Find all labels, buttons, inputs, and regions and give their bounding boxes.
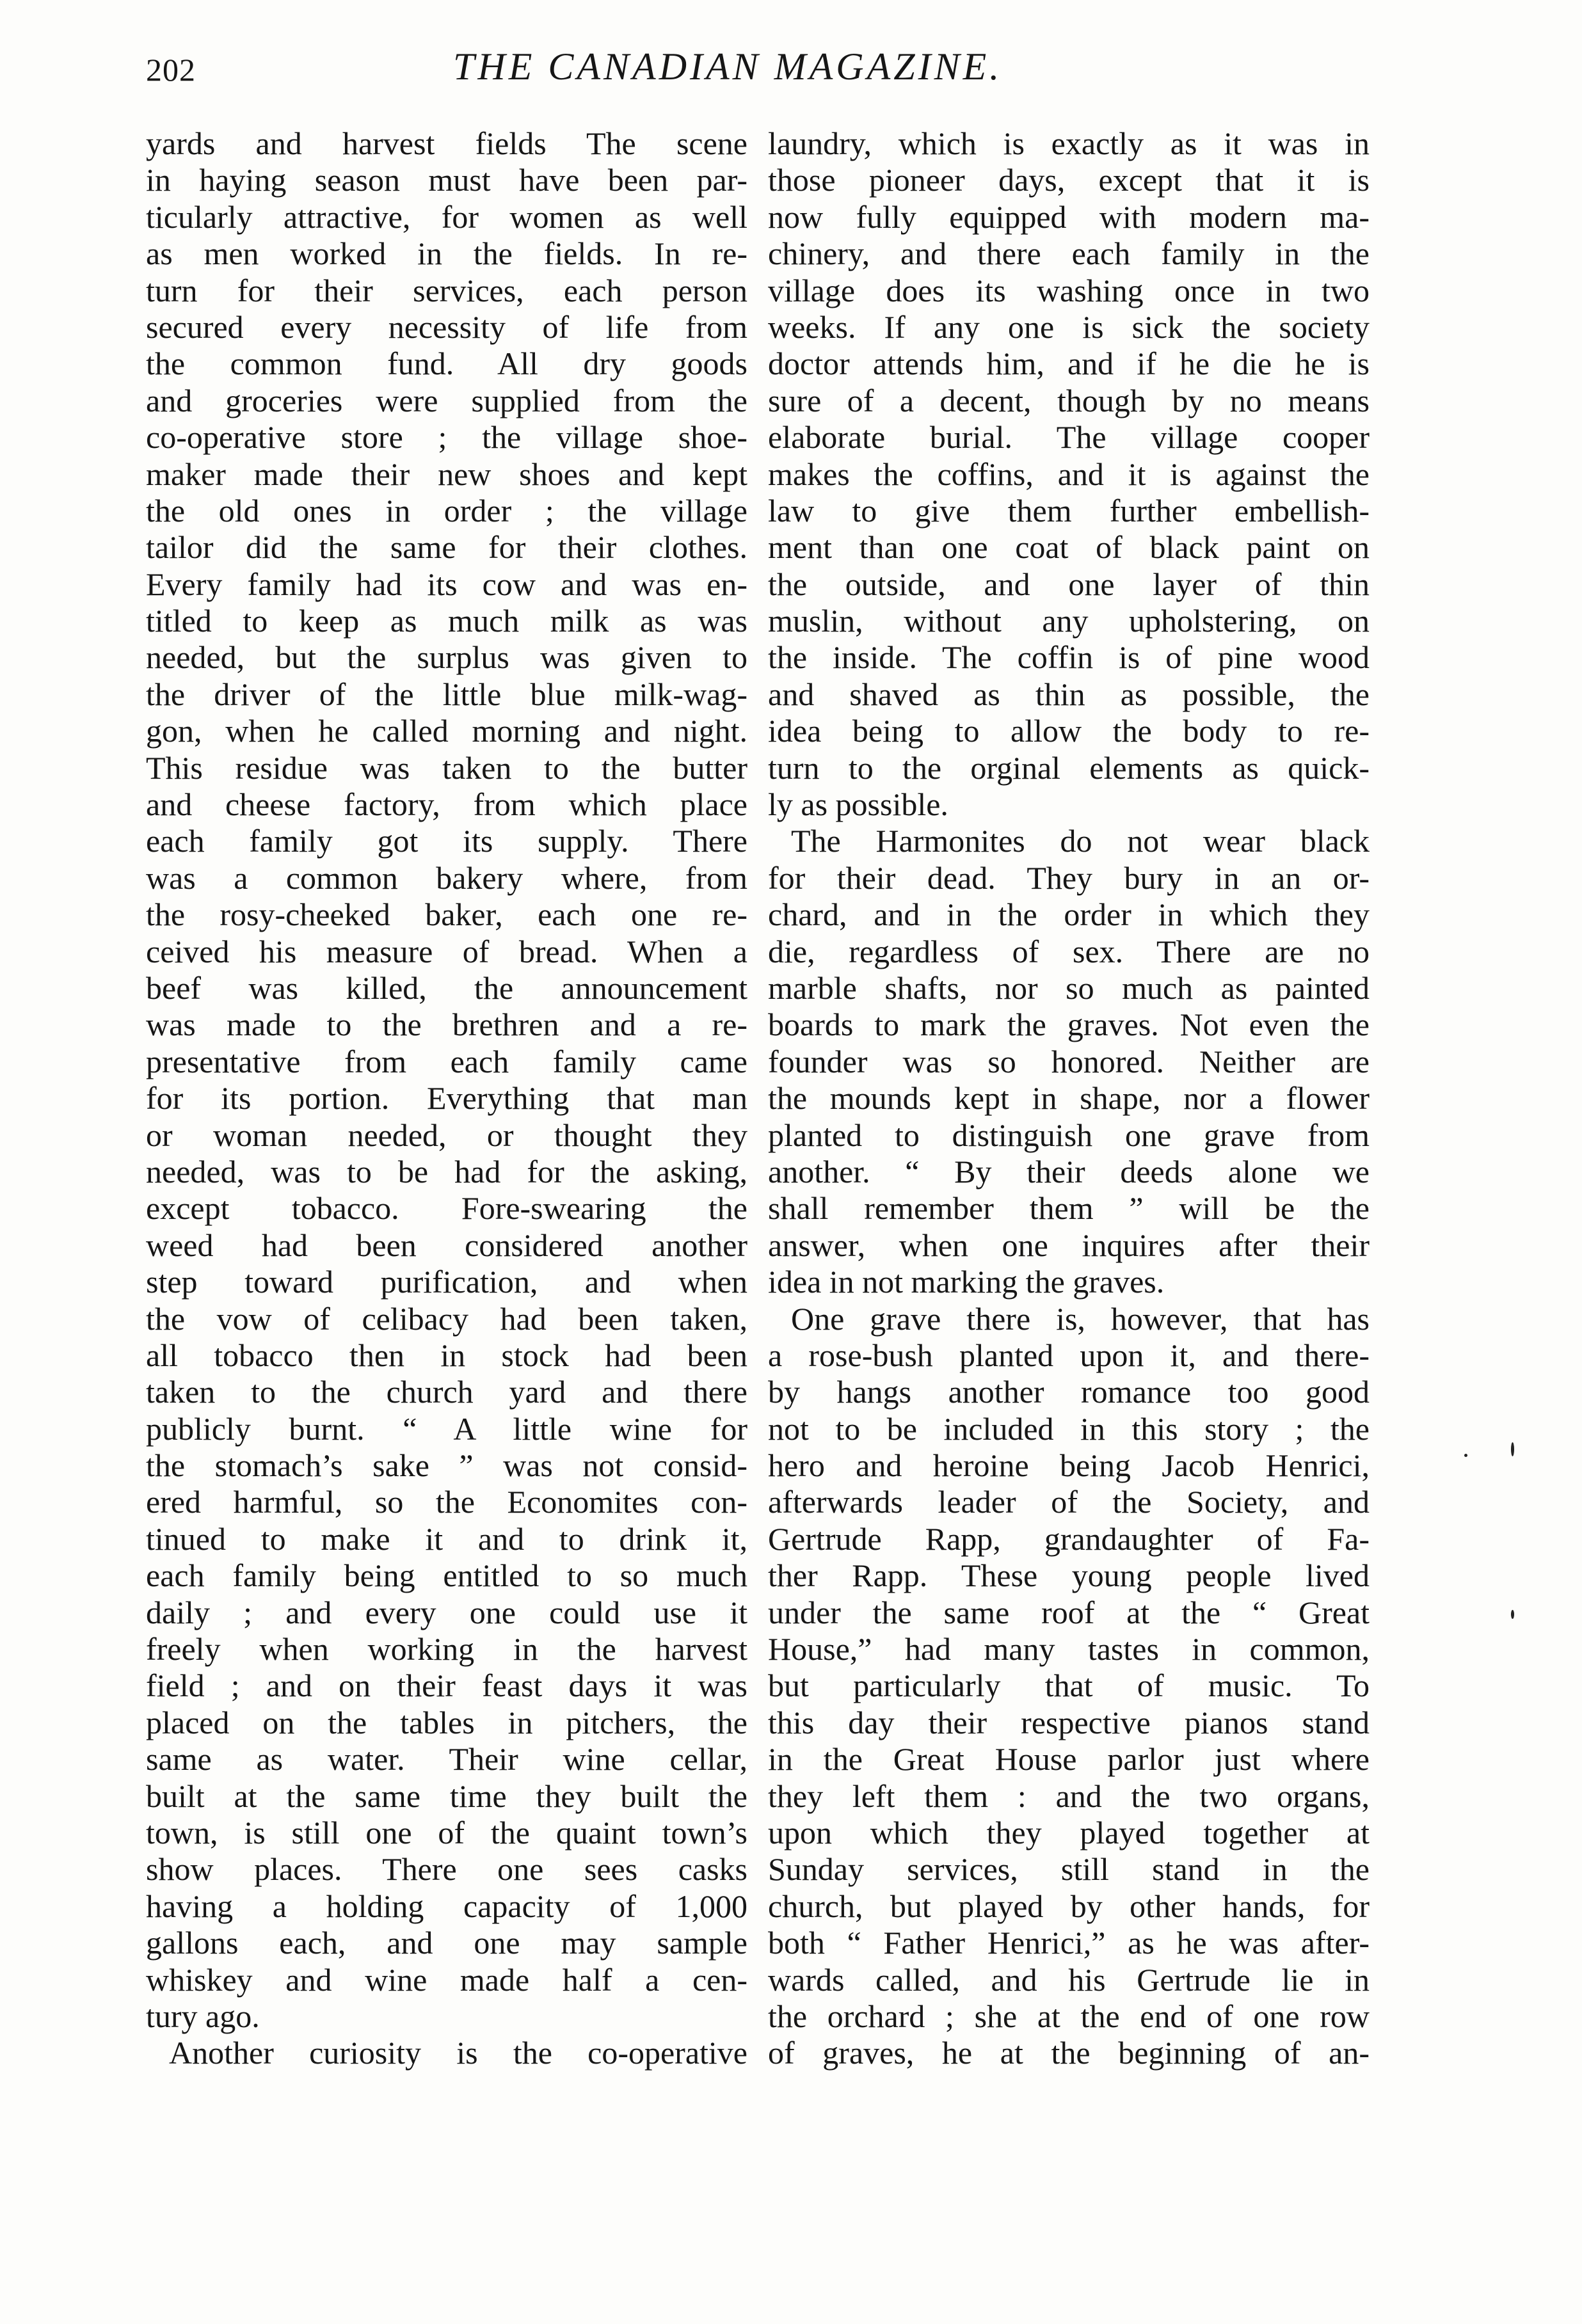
text-line: weed had been considered another	[146, 1227, 747, 1263]
text-line-paragraph-start: Another curiosity is the co-operative	[169, 2035, 747, 2071]
text-line: afterwards leader of the Society, and	[768, 1484, 1370, 1520]
text-line: the rosy-cheeked baker, each one re-	[146, 896, 747, 933]
text-line: church, but played by other hands, for	[768, 1888, 1370, 1924]
text-line: answer, when one inquires after their	[768, 1227, 1370, 1263]
scan-speck	[1511, 1610, 1514, 1619]
text-line: presentative from each family came	[146, 1043, 747, 1079]
text-line: freely when working in the harvest	[146, 1631, 747, 1667]
text-line: the stomach’s sake ” was not consid-	[146, 1447, 747, 1484]
text-line: and groceries were supplied from the	[146, 382, 747, 418]
scan-speck	[1464, 1454, 1467, 1457]
text-line: town, is still one of the quaint town’s	[146, 1814, 747, 1850]
text-line: gallons each, and one may sample	[146, 1925, 747, 1961]
text-line: yards and harvest fields The scene	[146, 125, 747, 161]
text-line: all tobacco then in stock had been	[146, 1337, 747, 1373]
text-line: the old ones in order ; the village	[146, 492, 747, 529]
text-line: but particularly that of music. To	[768, 1667, 1370, 1704]
text-line: tinued to make it and to drink it,	[146, 1520, 747, 1557]
text-line: was a common bakery where, from	[146, 859, 747, 896]
text-line: chinery, and there each family in the	[768, 235, 1370, 272]
text-line: This residue was taken to the butter	[146, 749, 747, 786]
text-line: this day their respective pianos stand	[768, 1704, 1370, 1740]
magazine-title: THE CANADIAN MAGAZINE.	[453, 45, 1003, 88]
text-line: a rose-bush planted upon it, and there-	[768, 1337, 1370, 1373]
text-line: except tobacco. Fore-swearing the	[146, 1190, 747, 1227]
text-line: as men worked in the fields. In re-	[146, 235, 747, 272]
page-number: 202	[146, 52, 196, 88]
text-line: field ; and on their feast days it was	[146, 1667, 747, 1704]
left-column	[146, 125, 747, 2072]
text-line: and shaved as thin as possible, the	[768, 676, 1370, 712]
text-line: those pioneer days, except that it is	[768, 162, 1370, 198]
text-line: or woman needed, or thought they	[146, 1117, 747, 1153]
text-line: the mounds kept in shape, nor a flower	[768, 1080, 1370, 1117]
text-line: the outside, and one layer of thin	[768, 566, 1370, 602]
text-line: in the Great House parlor just where	[768, 1741, 1370, 1778]
text-line: idea being to allow the body to re-	[768, 713, 1370, 749]
text-line: co-operative store ; the village shoe-	[146, 419, 747, 456]
text-line: upon which they played together at	[768, 1814, 1370, 1850]
text-line: Every family had its cow and was en-	[146, 566, 747, 602]
text-line: daily ; and every one could use it	[146, 1594, 747, 1630]
text-line: by hangs another romance too good	[768, 1374, 1370, 1410]
text-line: taken to the church yard and there	[146, 1374, 747, 1410]
text-line: of graves, he at the beginning of an-	[768, 2035, 1370, 2071]
text-line: House,” had many tastes in common,	[768, 1631, 1370, 1667]
text-line: Sunday services, still stand in the	[768, 1851, 1370, 1888]
text-line: hero and heroine being Jacob Henrici,	[768, 1447, 1370, 1484]
text-line: gon, when he called morning and night.	[146, 713, 747, 749]
text-line: founder was so honored. Neither are	[768, 1043, 1370, 1079]
text-line: turn to the orginal elements as quick-	[768, 749, 1370, 786]
text-line-paragraph-end: ly as possible.	[768, 786, 948, 823]
text-line: for its portion. Everything that man	[146, 1080, 747, 1117]
text-line: ticularly attractive, for women as well	[146, 198, 747, 235]
text-line: they left them : and the two organs,	[768, 1778, 1370, 1814]
text-line: the driver of the little blue milk-wag-	[146, 676, 747, 712]
scan-speck	[1511, 1442, 1514, 1456]
text-line: the vow of celibacy had been taken,	[146, 1300, 747, 1337]
text-line: muslin, without any upholstering, on	[768, 603, 1370, 639]
text-line: each family got its supply. There	[146, 823, 747, 859]
text-line: whiskey and wine made half a cen-	[146, 1961, 747, 1998]
text-line-paragraph-end: idea in not marking the graves.	[768, 1264, 1165, 1300]
text-line: elaborate burial. The village cooper	[768, 419, 1370, 456]
text-line: makes the coffins, and it is against the	[768, 456, 1370, 492]
text-line: step toward purification, and when	[146, 1264, 747, 1300]
text-line: weeks. If any one is sick the society	[768, 308, 1370, 345]
text-line-paragraph-start: One grave there is, however, that has	[791, 1300, 1370, 1337]
text-line: same as water. Their wine cellar,	[146, 1741, 747, 1778]
text-line: the orchard ; she at the end of one row	[768, 1998, 1370, 2034]
text-line: both “ Father Henrici,” as he was after-	[768, 1925, 1370, 1961]
text-line: wards called, and his Gertrude lie in	[768, 1961, 1370, 1998]
text-line: needed, but the surplus was given to	[146, 639, 747, 676]
text-line: die, regardless of sex. There are no	[768, 933, 1370, 969]
text-line: sure of a decent, though by no means	[768, 382, 1370, 418]
text-line: in haying season must have been par-	[146, 162, 747, 198]
text-line: ceived his measure of bread. When a	[146, 933, 747, 969]
text-line-paragraph-start: The Harmonites do not wear black	[791, 823, 1370, 859]
text-line: another. “ By their deeds alone we	[768, 1153, 1370, 1190]
text-line: planted to distinguish one grave from	[768, 1117, 1370, 1153]
text-line: turn for their services, each person	[146, 272, 747, 308]
text-line: not to be included in this story ; the	[768, 1410, 1370, 1447]
running-head	[146, 45, 1061, 96]
text-line: shall remember them ” will be the	[768, 1190, 1370, 1227]
text-line: marble shafts, nor so much as painted	[768, 969, 1370, 1006]
text-line: ther Rapp. These young people lived	[768, 1557, 1370, 1594]
text-line: ered harmful, so the Economites con-	[146, 1484, 747, 1520]
text-line: maker made their new shoes and kept	[146, 456, 747, 492]
text-line: doctor attends him, and if he die he is	[768, 346, 1370, 382]
text-line: show places. There one sees casks	[146, 1851, 747, 1888]
text-line: titled to keep as much milk as was	[146, 603, 747, 639]
text-line: the common fund. All dry goods	[146, 346, 747, 382]
text-line: Gertrude Rapp, grandaughter of Fa-	[768, 1520, 1370, 1557]
text-line: under the same roof at the “ Great	[768, 1594, 1370, 1630]
text-line: having a holding capacity of 1,000	[146, 1888, 747, 1924]
text-line: beef was killed, the announcement	[146, 969, 747, 1006]
text-line: needed, was to be had for the asking,	[146, 1153, 747, 1190]
right-column	[768, 125, 1370, 2072]
text-line: and cheese factory, from which place	[146, 786, 747, 823]
text-line: ment than one coat of black paint on	[768, 529, 1370, 566]
text-line: was made to the brethren and a re-	[146, 1007, 747, 1043]
text-line-paragraph-end: tury ago.	[146, 1998, 260, 2034]
text-line: law to give them further embellish-	[768, 492, 1370, 529]
text-line: for their dead. They bury in an or-	[768, 859, 1370, 896]
text-line: secured every necessity of life from	[146, 308, 747, 345]
text-line: chard, and in the order in which they	[768, 896, 1370, 933]
text-line: laundry, which is exactly as it was in	[768, 125, 1370, 161]
text-line: placed on the tables in pitchers, the	[146, 1704, 747, 1740]
text-line: the inside. The coffin is of pine wood	[768, 639, 1370, 676]
text-line: each family being entitled to so much	[146, 1557, 747, 1594]
text-line: now fully equipped with modern ma-	[768, 198, 1370, 235]
text-line: boards to mark the graves. Not even the	[768, 1007, 1370, 1043]
text-line: built at the same time they built the	[146, 1778, 747, 1814]
text-line: publicly burnt. “ A little wine for	[146, 1410, 747, 1447]
text-line: village does its washing once in two	[768, 272, 1370, 308]
text-line: tailor did the same for their clothes.	[146, 529, 747, 566]
